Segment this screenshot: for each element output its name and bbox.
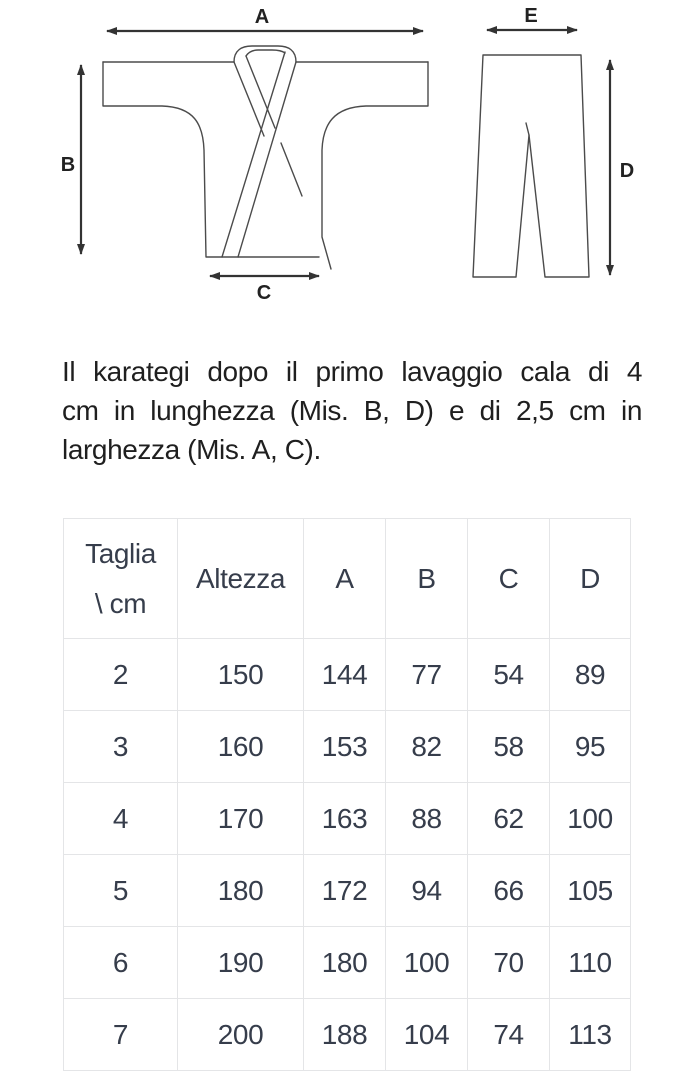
- table-cell: 110: [550, 927, 631, 999]
- table-cell: 58: [468, 711, 550, 783]
- header-cell-a: A: [304, 519, 386, 639]
- header-taglia-line1: Taglia: [85, 537, 156, 569]
- jacket-collar: [222, 46, 302, 257]
- table-cell: 170: [178, 783, 304, 855]
- table-cell: 113: [550, 999, 631, 1071]
- note-line: cm in lunghezza (Mis. B, D) e di 2,5 cm in: [62, 395, 642, 426]
- pants-outline: [473, 55, 589, 277]
- header-cell-b: B: [386, 519, 468, 639]
- header-taglia-line2: \ cm: [94, 587, 147, 619]
- table-cell: 70: [468, 927, 550, 999]
- table-cell: 66: [468, 855, 550, 927]
- table-cell: 200: [178, 999, 304, 1071]
- table-row: [64, 783, 631, 855]
- header-cell-c: C: [468, 519, 550, 639]
- table-cell: 104: [386, 999, 468, 1071]
- table-cell: 150: [178, 639, 304, 711]
- table-cell: 180: [178, 855, 304, 927]
- size-table-header: [64, 519, 631, 639]
- label-c: C: [256, 282, 272, 304]
- table-row: [64, 711, 631, 783]
- label-e: E: [524, 5, 538, 27]
- table-cell: 160: [178, 711, 304, 783]
- table-cell: 188: [304, 999, 386, 1071]
- table-cell: 105: [550, 855, 631, 927]
- table-cell: 74: [468, 999, 550, 1071]
- table-row: [64, 855, 631, 927]
- table-cell: 95: [550, 711, 631, 783]
- jacket-outline: [103, 46, 428, 269]
- table-cell: 100: [386, 927, 468, 999]
- table-cell: 144: [304, 639, 386, 711]
- table-cell: 6: [64, 927, 178, 999]
- table-cell: 88: [386, 783, 468, 855]
- header-cell-d: D: [550, 519, 631, 639]
- size-table: [63, 518, 631, 1071]
- table-cell: 3: [64, 711, 178, 783]
- table-cell: 2: [64, 639, 178, 711]
- table-row: [64, 639, 631, 711]
- header-cell-taglia: [64, 519, 178, 639]
- header-row: [64, 519, 631, 639]
- table-cell: 172: [304, 855, 386, 927]
- size-table-body: [64, 639, 631, 1071]
- table-cell: 180: [304, 927, 386, 999]
- table-cell: 54: [468, 639, 550, 711]
- label-b: B: [60, 154, 76, 176]
- table-cell: 100: [550, 783, 631, 855]
- size-diagram: [0, 0, 699, 310]
- table-cell: 89: [550, 639, 631, 711]
- table-cell: 7: [64, 999, 178, 1071]
- label-a: A: [254, 6, 270, 28]
- label-d: D: [619, 160, 635, 182]
- table-cell: 82: [386, 711, 468, 783]
- shrinkage-note: [62, 352, 642, 469]
- table-cell: 190: [178, 927, 304, 999]
- note-line: larghezza (Mis. A, C).: [62, 434, 321, 465]
- table-cell: 62: [468, 783, 550, 855]
- table-cell: 5: [64, 855, 178, 927]
- table-row: [64, 999, 631, 1071]
- table-cell: 4: [64, 783, 178, 855]
- header-cell-altezza: Altezza: [178, 519, 304, 639]
- note-line: Il karategi dopo il primo lavaggio cala di 4: [62, 356, 642, 387]
- table-cell: 94: [386, 855, 468, 927]
- table-cell: 163: [304, 783, 386, 855]
- table-cell: 153: [304, 711, 386, 783]
- table-row: [64, 927, 631, 999]
- table-cell: 77: [386, 639, 468, 711]
